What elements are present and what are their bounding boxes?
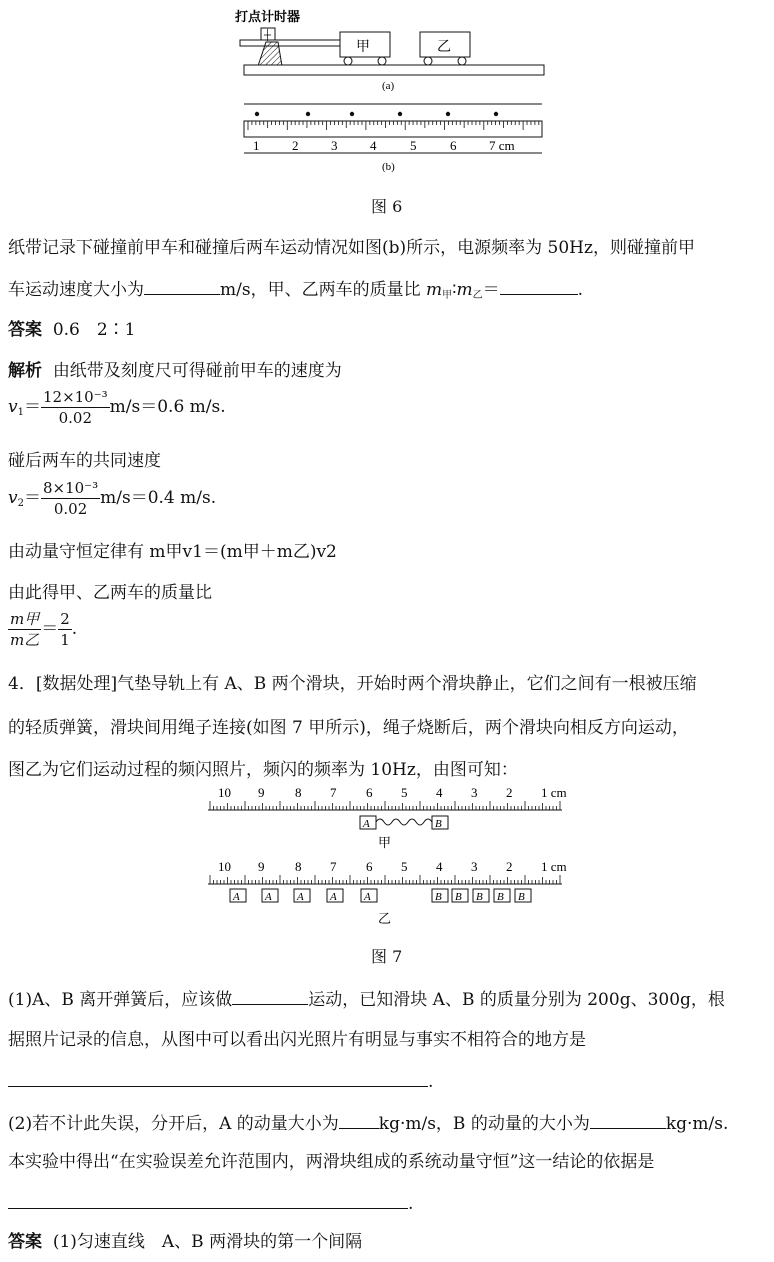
svg-text:B: B (455, 891, 462, 903)
ratio-equation: $\frac{\text{m甲}}{\text{m乙}}$ ＝ $\frac{2}{1}$ . (10, 610, 78, 649)
ruler-yi-label: 2 (506, 859, 513, 874)
q3-line2: 车运动速度大小为 m/s，甲、乙两车的质量比 $m_甲∶m_乙=$ . (8, 276, 583, 308)
q4-p1-line2: 据照片记录的信息，从图中可以看出闪光照片有明显与事实不相符合的地方是 (8, 1030, 586, 1050)
ruler-b-label: 1 (253, 138, 260, 153)
blank-pa[interactable] (339, 1110, 379, 1129)
q3-after: 碰后两车的共同速度 (8, 451, 161, 471)
label-yi: 乙 (378, 911, 392, 926)
q4-p1-line1: (1)A、B 离开弹簧后，应该做 运动，已知滑块 A、B 的质量分别为 200g、300g，根 (8, 986, 725, 1012)
tape-dot (398, 112, 402, 116)
ruler-yi-label: 5 (401, 859, 408, 874)
tape-dot (306, 112, 310, 116)
ruler-b (244, 121, 542, 137)
q3-ratio-text: 由此得甲、乙两车的质量比 (8, 583, 212, 603)
svg-text:A: A (363, 818, 370, 830)
svg-text:┼: ┼ (264, 30, 272, 41)
blank-pb[interactable] (590, 1110, 666, 1129)
label-a: (a) (382, 80, 395, 92)
q4-answer: 答案 (1)匀速直线 A、B 两滑块的第一个间隔 (8, 1232, 363, 1252)
v1-equation: $v_1=$ $\frac{\text{12×10⁻³}}{0.02}$ m/s＝0.6 m/s. (8, 388, 226, 427)
ruler-b-label: 3 (331, 138, 338, 153)
ruler-b-label: 4 (370, 138, 377, 153)
ruler-yi-label: 10 (218, 859, 231, 874)
ruler-yi-label: 7 (330, 859, 337, 874)
ruler-jia-label: 5 (401, 785, 408, 800)
ruler-yi-label: 8 (295, 859, 302, 874)
ruler-yi (208, 875, 562, 884)
svg-text:B: B (476, 891, 483, 903)
blank-speed[interactable] (144, 276, 220, 295)
label-b: (b) (382, 161, 395, 173)
q3-analysis: 解析 由纸带及刻度尺可得碰前甲车的速度为 (8, 361, 342, 381)
svg-text:B: B (497, 891, 504, 903)
q4-p2-line1: (2)若不计此失误，分开后，A 的动量大小为 kg·m/s，B 的动量的大小为 kg·m/s. (8, 1110, 728, 1136)
svg-text:乙: 乙 (437, 40, 451, 55)
svg-text:A: A (330, 891, 337, 903)
figure-6-caption: 图 6 (371, 197, 403, 216)
ruler-b-label: 7 cm (489, 138, 515, 153)
svg-text:A: A (364, 891, 371, 903)
ruler-jia-label: 9 (258, 785, 265, 800)
q4-p2-line2: 本实验中得出“在实验误差允许范围内，两滑块组成的系统动量守恒”这一结论的依据是 (8, 1152, 655, 1172)
ruler-jia-label: 8 (295, 785, 302, 800)
ruler-jia-label: 2 (506, 785, 513, 800)
ruler-jia-label: 3 (471, 785, 478, 800)
q4-p2-line3: . (8, 1190, 413, 1216)
svg-text:甲: 甲 (356, 40, 370, 55)
svg-text:B: B (435, 818, 442, 830)
timer-label: 打点计时器 (235, 9, 301, 24)
ruler-jia-label: 10 (218, 785, 231, 800)
tape-dot (350, 112, 354, 116)
flash-b-blocks (432, 889, 531, 903)
q3-line1: 纸带记录下碰撞前甲车和碰撞后两车运动情况如图(b)所示，电源频率为 50Hz，则碰撞前甲 (8, 238, 695, 258)
flash-a-blocks (230, 889, 377, 903)
ruler-yi-label: 1 cm (541, 859, 567, 874)
blank-mass-ratio[interactable] (500, 276, 578, 295)
tape-dot (494, 112, 498, 116)
ruler-yi-label: 3 (471, 859, 478, 874)
q4-line3: 图乙为它们运动过程的频闪照片，频闪的频率为 10Hz，由图可知： (8, 760, 518, 780)
ruler-yi-label: 4 (436, 859, 443, 874)
ruler-yi-label: 9 (258, 859, 265, 874)
svg-text:B: B (518, 891, 525, 903)
tape-dot (446, 112, 450, 116)
ruler-b-label: 6 (450, 138, 457, 153)
figure-7-diagram (200, 780, 580, 930)
blank-error[interactable] (8, 1068, 428, 1087)
blank-motion[interactable] (232, 986, 308, 1005)
v2-equation: $v_2=$ $\frac{\text{8×10⁻³}}{0.02}$ m/s＝0.4 m/s. (8, 479, 217, 518)
q3-answer: 答案 0.6 2∶1 (8, 320, 136, 340)
ruler-jia-label: 6 (366, 785, 373, 800)
blank-basis[interactable] (8, 1190, 408, 1209)
label-jia: 甲 (378, 835, 392, 850)
figure-6-diagram (230, 4, 560, 173)
momentum-equation: 由动量守恒定律有 m甲v1＝(m甲＋m乙)v2 (8, 542, 337, 562)
ruler-b-label: 5 (410, 138, 417, 153)
svg-text:A: A (265, 891, 272, 903)
tape-dot (255, 112, 259, 116)
ruler-b-label: 2 (292, 138, 299, 153)
q4-line2: 的轻质弹簧，滑块间用绳子连接(如图 7 甲所示)，绳子烧断后，两个滑块向相反方向运动， (8, 718, 689, 738)
ruler-jia-label: 7 (330, 785, 337, 800)
q4-line1: 4．[数据处理]气垫导轨上有 A、B 两个滑块，开始时两个滑块静止，它们之间有一根被压缩 (8, 674, 697, 694)
q4-p1-line3: . (8, 1068, 433, 1094)
figure-7-caption: 图 7 (371, 947, 403, 966)
svg-text:A: A (297, 891, 304, 903)
tape-dots (255, 112, 498, 116)
svg-text:A: A (233, 891, 240, 903)
ruler-jia-label: 1 cm (541, 785, 567, 800)
ruler-jia-label: 4 (436, 785, 443, 800)
ruler-jia (208, 801, 562, 810)
svg-text:B: B (435, 891, 442, 903)
ruler-yi-label: 6 (366, 859, 373, 874)
